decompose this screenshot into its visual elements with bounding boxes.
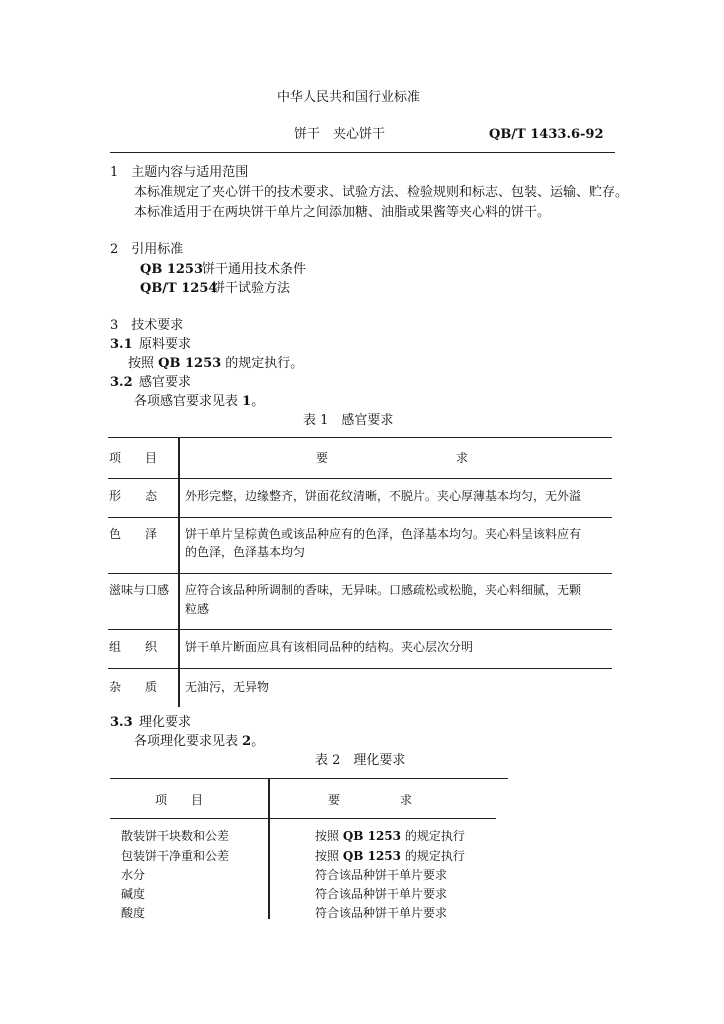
section-1-paragraph-1: 本标准规定了夹心饼干的技术要求、试验方法、检验规则和标志、包装、运输、贮存。 (134, 185, 629, 200)
section-2-heading: 2 引用标准 (110, 242, 184, 257)
table-cell-item: 水分 (121, 868, 146, 882)
standard-category-title: 中华人民共和国行业标准 (277, 90, 421, 105)
table-rule (108, 478, 612, 479)
table-1-header-item: 项 目 (109, 451, 158, 465)
table-cell-requirement: 饼干单片断面应具有该相同品种的结构。夹心层次分明 (185, 640, 474, 654)
table-cell-requirement: 符合该品种饼干单片要求 (315, 887, 448, 901)
reference-title: 饼干试验方法 (212, 281, 291, 296)
table-cell-requirement: 符合该品种饼干单片要求 (315, 868, 448, 882)
table-cell-requirement: 外形完整，边缘整齐，饼面花纹清晰，不脱片。夹心厚薄基本均匀，无外溢 (185, 489, 582, 503)
section-3-3-number: 3.3 (110, 715, 133, 730)
column-divider (178, 437, 180, 707)
table-cell-requirement: 按照 QB 1253 的规定执行 (315, 829, 465, 843)
table-rule (108, 629, 612, 630)
table-rule (108, 437, 612, 438)
table-cell-requirement-cont: 粒感 (185, 602, 210, 616)
table-rule (110, 818, 496, 819)
standard-code: QB/T 1433.6-92 (489, 127, 604, 142)
table-cell-requirement: 饼干单片呈棕黄色或该品种应有的色泽，色泽基本均匀。夹心料呈该料应有 (185, 527, 582, 541)
table-1-header-req-1: 要 (316, 451, 329, 465)
section-3-2-number: 3.2 (110, 375, 133, 390)
table-cell-item: 酸度 (121, 906, 146, 920)
table-rule (108, 517, 612, 518)
reference-title: 饼干通用技术条件 (202, 262, 307, 277)
reference-code: QB 1253 (140, 262, 204, 277)
section-3-3-title: 理化要求 (139, 715, 192, 730)
table-cell-requirement-cont: 的色泽，色泽基本均匀 (185, 545, 306, 559)
section-3-1-title: 原料要求 (139, 337, 192, 352)
table-rule (108, 668, 612, 669)
section-3-3-text: 各项理化要求见表 2。 (134, 734, 265, 749)
table-1-header-req-2: 求 (456, 451, 469, 465)
table-cell-requirement: 符合该品种饼干单片要求 (315, 906, 448, 920)
table-cell-item: 形 态 (109, 489, 158, 503)
table-1-caption: 表 1 感官要求 (303, 413, 394, 428)
section-3-heading: 3 技术要求 (110, 318, 184, 333)
table-2-header-req-2: 求 (400, 793, 413, 807)
section-3-1-number: 3.1 (110, 337, 133, 352)
reference-code: QB/T 1254 (140, 281, 218, 296)
table-cell-item: 包装饼干净重和公差 (121, 849, 230, 863)
section-3-2-text: 各项感官要求见表 1。 (134, 394, 265, 409)
table-rule (110, 778, 508, 779)
table-cell-requirement: 按照 QB 1253 的规定执行 (315, 849, 465, 863)
standard-name: 饼干 夹心饼干 (294, 127, 386, 142)
table-cell-requirement: 应符合该品种所调制的香味，无异味。口感疏松或松脆，夹心料细腻，无颗 (185, 583, 582, 597)
section-1-heading: 1 主题内容与适用范围 (110, 165, 249, 180)
table-cell-item: 杂 质 (109, 680, 158, 694)
column-divider (268, 778, 270, 919)
table-cell-requirement: 无油污，无异物 (185, 680, 270, 694)
section-3-1-text: 按照 QB 1253 的规定执行。 (128, 356, 304, 371)
table-cell-item: 散装饼干块数和公差 (121, 829, 230, 843)
table-cell-item: 色 泽 (109, 527, 158, 541)
table-2-caption: 表 2 理化要求 (315, 753, 406, 768)
table-2-header-item: 项 目 (155, 793, 204, 807)
section-1-paragraph-2: 本标准适用于在两块饼干单片之间添加糖、油脂或果酱等夹心料的饼干。 (134, 205, 551, 220)
table-rule (108, 573, 612, 574)
section-3-2-title: 感官要求 (139, 375, 192, 390)
table-2-header-req-1: 要 (328, 793, 341, 807)
table-cell-item: 碱度 (121, 887, 146, 901)
table-cell-item: 滋味与口感 (109, 583, 170, 597)
header-rule (110, 152, 615, 153)
table-cell-item: 组 织 (109, 640, 158, 654)
